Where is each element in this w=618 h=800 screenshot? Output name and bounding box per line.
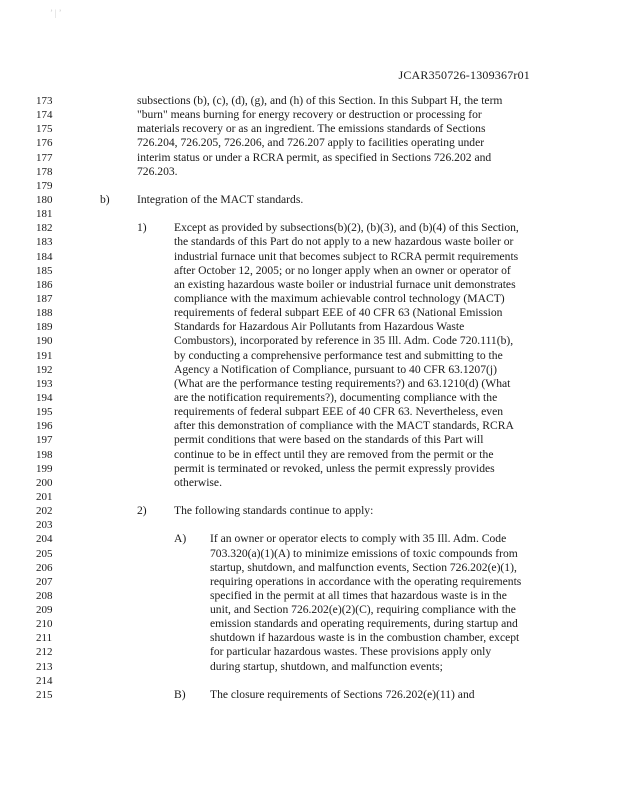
line-text: 726.203. [137,164,178,178]
document-id-header: JCAR350726-1309367r01 [398,68,530,82]
line-number: 173 [36,95,53,107]
line-number: 181 [36,208,53,221]
line-row [0,603,618,617]
line-number: 190 [36,335,53,348]
line-text: during startup, shutdown, and malfunction events; [210,659,443,673]
line-number: 198 [36,448,53,461]
line-number: 212 [36,646,53,659]
line-text: after this demonstration of compliance with the MACT standards, RCRA [174,419,514,433]
line-row [0,561,618,575]
line-number: 191 [36,349,53,362]
line-text: Standards for Hazardous Air Pollutants from Hazardous Waste [174,320,465,334]
line-text: unit, and Section 726.202(e)(2)(C), requiring compliance with the [210,603,516,617]
line-text: (What are the performance testing requirements?) and 63.1210(d) (What [174,376,511,390]
line-row [0,377,618,391]
line-row [0,504,618,518]
line-number: 184 [36,250,53,263]
line-number: 179 [36,179,53,192]
line-text: materials recovery or as an ingredient. The emissions standards of Sections [137,122,486,136]
line-number: 187 [36,292,53,305]
line-row [0,674,618,688]
line-row [0,108,618,122]
line-text: the standards of this Part do not apply to a new hazardous waste boiler or [174,235,514,249]
line-row [0,193,618,207]
line-number: 189 [36,321,53,334]
line-row [0,207,618,221]
line-text: Agency a Notification of Compliance, pursuant to 40 CFR 63.1207(j) [174,362,497,376]
line-row [0,391,618,405]
line-text: by conducting a comprehensive performance test and submitting to the [174,348,503,362]
subsection-label: A) [174,532,187,546]
line-number: 199 [36,462,53,475]
line-number: 183 [36,236,53,249]
line-row [0,94,618,108]
line-row [0,292,618,306]
line-text: 703.320(a)(1)(A) to minimize emissions of toxic compounds from [210,546,518,560]
line-row [0,179,618,193]
line-text: requirements of federal subpart EEE of 40 CFR 63 (National Emission [174,306,503,320]
line-row [0,136,618,150]
line-text: emission standards and operating requirements, during startup and [210,617,518,631]
line-text: The closure requirements of Sections 726.202(e)(11) and [210,687,475,701]
line-number: 215 [36,688,53,701]
line-row [0,221,618,235]
line-row [0,660,618,674]
scan-artifact-mark: ’ | ’ [50,8,62,18]
line-number: 182 [36,222,53,235]
line-number: 208 [36,589,53,602]
line-row [0,151,618,165]
subsection-label: b) [100,192,110,206]
line-row [0,631,618,645]
line-number: 209 [36,604,53,617]
line-text: interim status or under a RCRA permit, as specified in Sections 726.202 and [137,150,492,164]
line-text: after October 12, 2005; or no longer apply when an owner or operator of [174,263,511,277]
line-number: 203 [36,519,53,532]
line-text: permit is terminated or revoked, unless the permit expressly provides [174,461,495,475]
line-number: 214 [36,674,53,687]
line-text: subsections (b), (c), (d), (g), and (h) of this Section. In this Subpart H, the term [137,94,503,107]
line-number: 206 [36,561,53,574]
line-row [0,250,618,264]
line-number: 205 [36,547,53,560]
line-number: 211 [36,632,53,645]
line-row [0,405,618,419]
line-row [0,462,618,476]
line-text: are the notification requirements?), documenting compliance with the [174,390,498,404]
line-row [0,363,618,377]
line-text: "burn" means burning for energy recovery or destruction or processing for [137,108,482,122]
line-text: Combustors), incorporated by reference in 35 Ill. Adm. Code 720.111(b), [174,334,514,348]
line-text: requiring operations in accordance with the operating requirements [210,574,522,588]
line-text: startup, shutdown, and malfunction events, Section 726.202(e)(1), [210,560,517,574]
line-number: 196 [36,420,53,433]
line-text: compliance with the maximum achievable control technology (MACT) [174,291,505,305]
line-text: shutdown if hazardous waste is in the combustion chamber, except [210,631,520,645]
line-number: 207 [36,575,53,588]
line-text: If an owner or operator elects to comply with 35 Ill. Adm. Code [210,532,507,546]
line-number: 210 [36,618,53,631]
line-number: 192 [36,363,53,376]
line-row [0,645,618,659]
line-number: 174 [36,109,53,122]
line-number: 193 [36,377,53,390]
line-row [0,490,618,504]
line-text: Except as provided by subsections(b)(2), (b)(3), and (b)(4) of this Section, [174,221,519,235]
line-number: 201 [36,490,53,503]
line-text: The following standards continue to apply: [174,504,374,518]
line-row [0,448,618,462]
line-number: 186 [36,278,53,291]
line-row [0,278,618,292]
line-row [0,235,618,249]
line-text: permit conditions that were based on the standards of this Part will [174,433,484,447]
line-row [0,433,618,447]
line-number: 197 [36,434,53,447]
line-number: 185 [36,264,53,277]
line-row [0,476,618,490]
line-number: 213 [36,660,53,673]
line-row [0,320,618,334]
line-row [0,122,618,136]
line-number: 177 [36,151,53,164]
document-body [0,94,618,702]
line-text: an existing hazardous waste boiler or industrial furnace unit demonstrates [174,277,516,291]
line-row [0,334,618,348]
line-text: 726.204, 726.205, 726.206, and 726.207 apply to facilities operating under [137,136,485,150]
line-row [0,518,618,532]
subsection-label: 2) [137,504,147,518]
line-text: for particular hazardous wastes. These provisions apply only [210,645,492,659]
line-row [0,688,618,702]
line-text: requirements of federal subpart EEE of 40 CFR 63. Nevertheless, even [174,405,504,419]
subsection-label: B) [174,687,186,701]
line-number: 200 [36,476,53,489]
line-row [0,532,618,546]
line-number: 176 [36,137,53,150]
subsection-label: 1) [137,221,147,235]
line-row [0,306,618,320]
line-row [0,617,618,631]
line-number: 194 [36,391,53,404]
line-text: Integration of the MACT standards. [137,192,304,206]
line-number: 188 [36,307,53,320]
line-row [0,165,618,179]
line-text: specified in the permit at all times that hazardous waste is in the [210,588,507,602]
line-number: 178 [36,165,53,178]
line-row [0,419,618,433]
line-number: 175 [36,123,53,136]
line-text: otherwise. [174,475,222,489]
line-row [0,589,618,603]
line-number: 202 [36,505,53,518]
line-number: 180 [36,193,53,206]
line-row [0,349,618,363]
line-text: continue to be in effect until they are removed from the permit or the [174,447,494,461]
line-row [0,575,618,589]
line-row [0,547,618,561]
line-text: industrial furnace unit that becomes subject to RCRA permit requirements [174,249,519,263]
line-row [0,264,618,278]
line-number: 195 [36,406,53,419]
line-number: 204 [36,533,53,546]
